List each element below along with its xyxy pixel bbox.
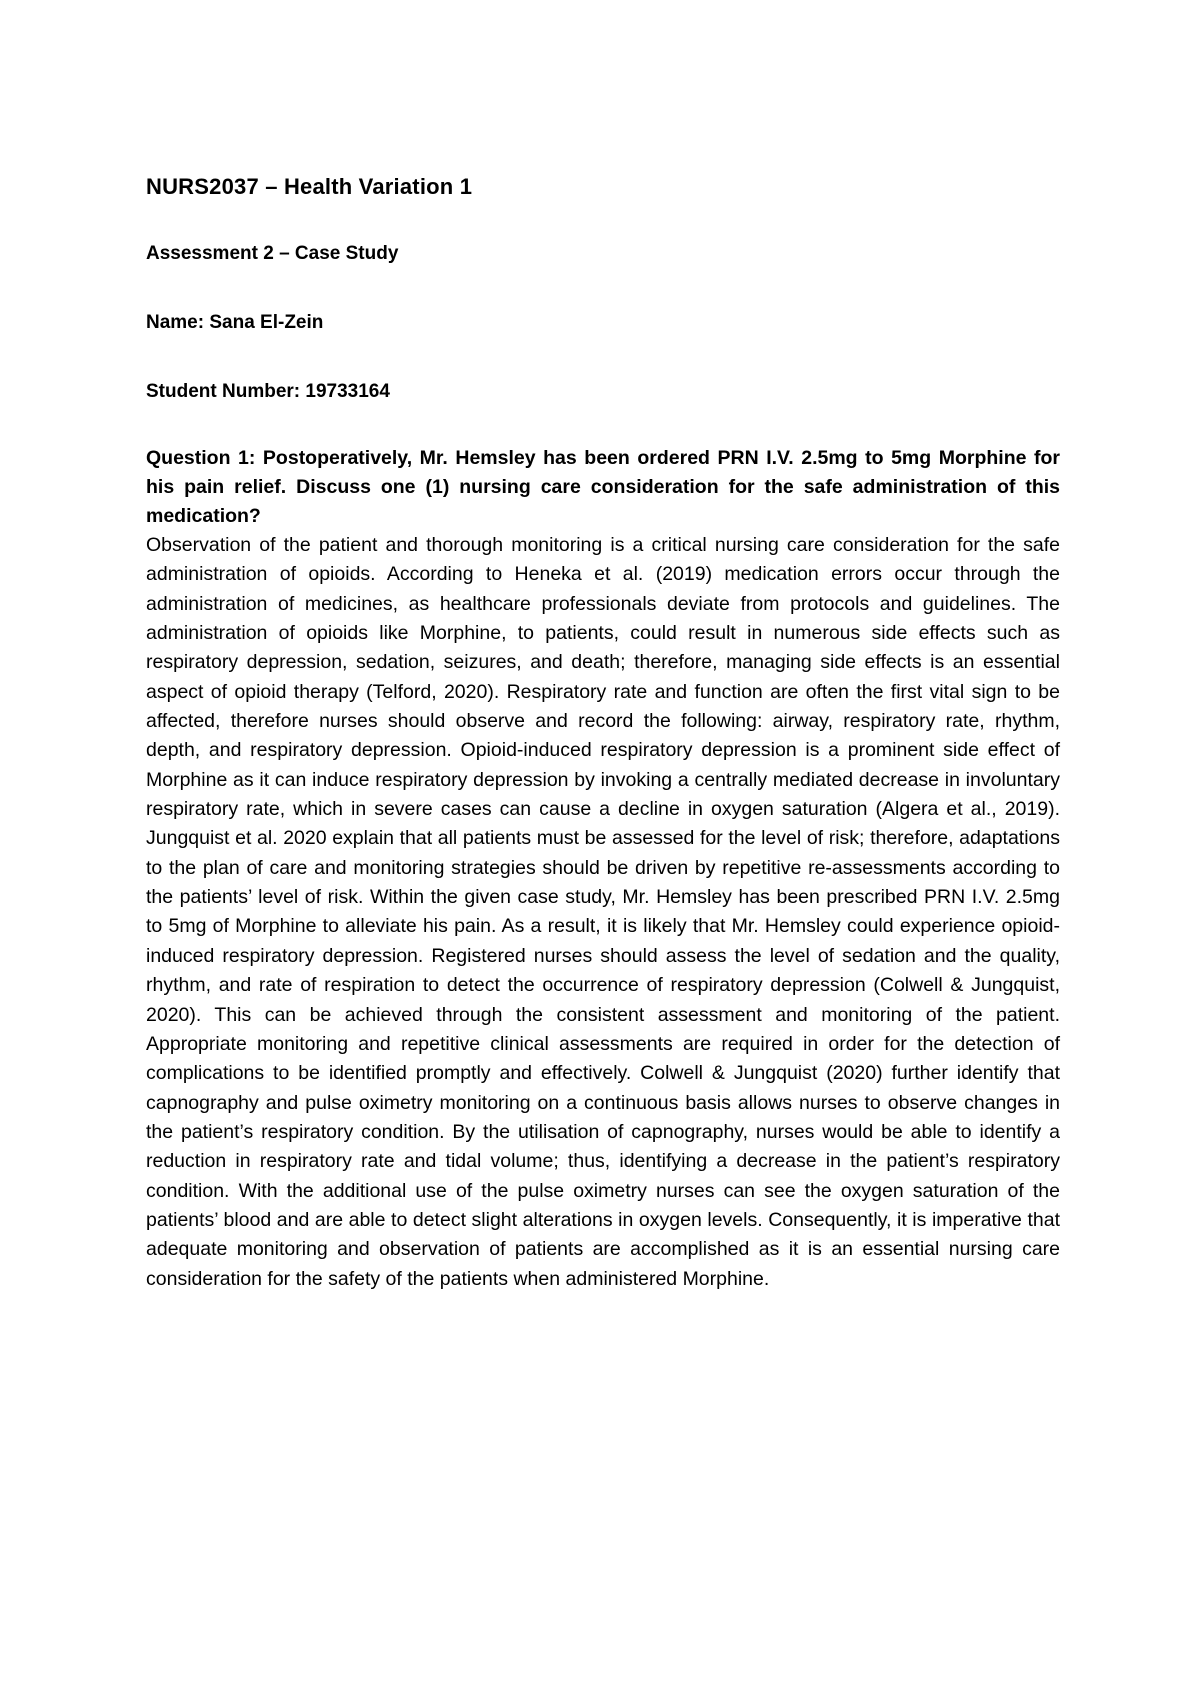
answer-paragraph: Observation of the patient and thorough monitoring is a critical nursing care consideration for the safe administration of opioids. According to Heneka et al. (2019) medication errors occur through the administration of medicines, as healthcare professionals deviate from protocols and guidelines. The administration of opioids like Morphine, to patients, could result in numerous side effects such as respiratory depression, sedation, seizures, and death; therefore, managing side effects is an essential aspect of opioid therapy (Telford, 2020). Respiratory rate and function are often the first vital sign to be affected, therefore nurses should observe and record the following: airway, respiratory rate, rhythm, depth, and respiratory depression. Opioid-induced respiratory depression is a prominent side effect of Morphine as it can induce respiratory depression by invoking a centrally mediated decrease in involuntary respiratory rate, which in severe cases can cause a decline in oxygen saturation (Algera et al., 2019). Jungquist et al. 2020 explain that all patients must be assessed for the level of risk; therefore, adaptations to the plan of care and monitoring strategies should be driven by repetitive re-assessments according to the patients’ level of risk. Within the given case study, Mr. Hemsley has been prescribed PRN I.V. 2.5mg to 5mg of Morphine to alleviate his pain. As a result, it is likely that Mr. Hemsley could experience opioid-induced respiratory depression. Registered nurses should assess the level of sedation and the quality, rhythm, and rate of respiration to detect the occurrence of respiratory depression (Colwell & Jungquist, 2020). This can be achieved through the consistent assessment and monitoring of the patient. Appropriate monitoring and repetitive clinical assessments are required in order for the detection of complications to be identified promptly and effectively. Colwell & Jungquist (2020) further identify that capnography and pulse oximetry monitoring on a continuous basis allows nurses to observe changes in the patient’s respiratory condition. By the utilisation of capnography, nurses would be able to identify a reduction in respiratory rate and tidal volume; thus, identifying a decrease in the patient’s respiratory condition. With the additional use of the pulse oximetry nurses can see the oxygen saturation of the patients’ blood and are able to detect slight alterations in oxygen levels. Consequently, it is imperative that adequate monitoring and observation of patients are accomplished as it is an essential nursing care consideration for the safety of the patients when administered Morphine. [146, 534, 1060, 1290]
document-body [146, 170, 1060, 1294]
question-text: Question 1: Postoperatively, Mr. Hemsley has been ordered PRN I.V. 2.5mg to 5mg Morphine for his pain relief. Discuss one (1) nursing care consideration for the safe administration of this medication? [146, 447, 1060, 527]
assessment-title: Assessment 2 – Case Study [146, 243, 399, 264]
course-title: NURS2037 – Health Variation 1 [146, 174, 473, 199]
student-number: Student Number: 19733164 [146, 381, 390, 402]
student-name: Name: Sana El-Zein [146, 312, 324, 333]
